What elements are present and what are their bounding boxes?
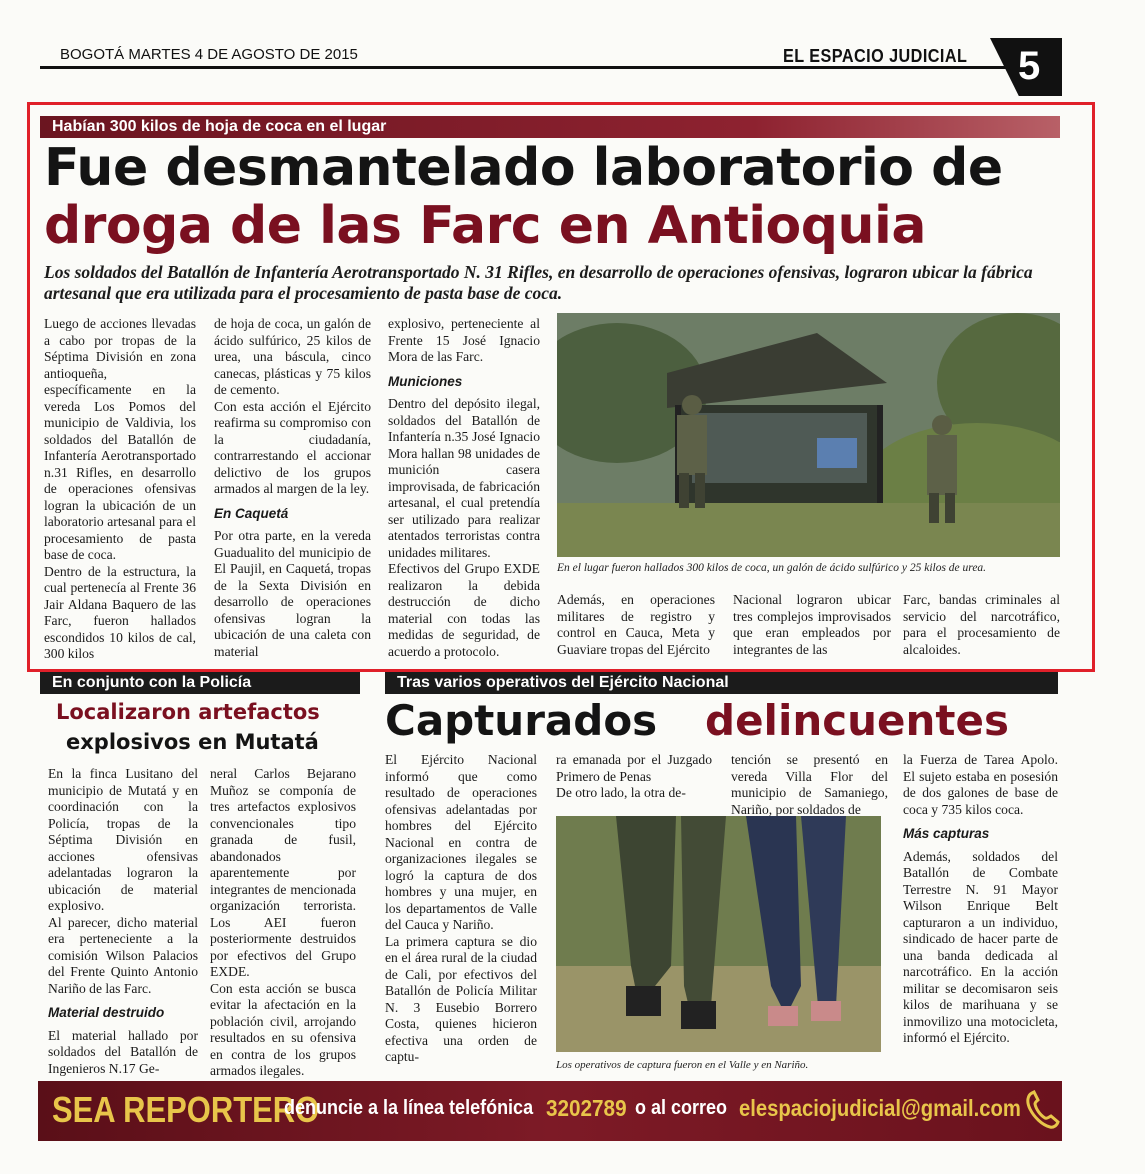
subhead-mas-capturas: Más capturas — [903, 826, 990, 841]
paragraph: explosivo, perteneciente al Frente 15 José Ignacio Mora de las Farc. — [388, 316, 540, 364]
header-rule — [40, 66, 1040, 69]
banner-text-email-prompt: o al correo — [635, 1097, 728, 1119]
capture-photo-caption: Los operativos de captura fueron en el Valle y en Nariño. — [556, 1059, 809, 1071]
paragraph: ra emanada por el Juzgado Primero de Penas — [556, 752, 712, 784]
paragraph: El material hallado por soldados del Batallón de Ingenieros N.17 Ge- — [48, 1027, 198, 1076]
banner-title: SEA REPORTERO — [52, 1089, 320, 1130]
right-column-l — [903, 752, 1058, 1047]
banner-phone-number: 3202789 — [546, 1095, 627, 1121]
paragraph: El Ejército Nacional informó que como resultado de operaciones ofensivas adelantadas por hombres del Ejército Nacional en contra de organizaciones ilegales se logró la captura de dos hombres y una mujer, en los departamentos de Valle del Cauca y Nariño. — [385, 752, 537, 932]
paragraph: Luego de acciones llevadas a cabo por tropas de la Séptima División en zona antioqueña, específicamente en la vereda Los Pomos del municipio de Valdivia, los soldados del Batallón de Infantería Aerotransportado n.31 Rifles, en desarrollo de operaciones ofensivas logran la ubicación de un laboratorio artesanal para el procesamiento de pasta base de coca. — [44, 316, 196, 562]
dateline: BOGOTÁ MARTES 4 DE AGOSTO DE 2015 — [60, 46, 358, 63]
paragraph: Dentro de la estructura, la cual pertenecía al Frente 36 Jair Aldana Baquero de las Farc, fueron hallados escondidos 10 kilos de cal, 300 kilos — [44, 563, 196, 661]
phone-icon — [1024, 1089, 1060, 1129]
right-headline-red: delincuentes — [705, 696, 1009, 745]
paragraph: neral Carlos Bejarano Muñoz se componía de tres artefactos explosivos convencionales tipo granada de fusil, abandonados aparentemente por integrantes de mencionada organización terrorista. Los AEI fueron posteriormente destruidos por efectivos del Grupo EXDE. — [210, 766, 356, 979]
paragraph: Con esta acción se busca evitar la afectación en la población civil, arrojando resultados en su ofensiva en contra de los grupos armados ilegales. — [210, 980, 356, 1078]
main-column-f: Farc, bandas criminales al servicio del narcotráfico, para el procesamiento de alcaloides. — [903, 592, 1060, 657]
paragraph: Por otra parte, en la vereda Guadualito del municipio de El Paujil, en Caquetá, tropas de la Sexta División en desarrollo de operaciones ofensivas logran la ubicación de una caleta con material — [214, 528, 371, 659]
main-deck: Los soldados del Batallón de Infantería Aerotransportado N. 31 Rifles, en desarrollo de operaciones ofensivas, lograron ubicar la fábrica artesanal que era utilizada para el procesamiento de pasta base de coca. — [44, 262, 1033, 303]
paragraph: Dentro del depósito ilegal, soldados del Batallón de Infantería n.35 José Ignacio Mora hallan 98 unidades de munición casera improvisada, de fabricación artesanal, el cual pretendía ser utilizado para realizar atentados terroristas contra unidades militares. — [388, 396, 540, 560]
main-kicker: Habían 300 kilos de hoja de coca en el lugar — [40, 116, 1060, 138]
paragraph: De otro lado, la otra de- — [556, 785, 686, 800]
left-column-g — [48, 766, 198, 1077]
banner-email: elespaciojudicial@gmail.com — [739, 1095, 1021, 1121]
banner-text-phone-prompt: denuncie a la línea telefónica — [284, 1097, 534, 1119]
paragraph: la Fuerza de Tarea Apolo. El sujeto estaba en posesión de dos galones de base de coca y 735 kilos coca. — [903, 752, 1058, 817]
subhead-municiones: Municiones — [388, 373, 463, 389]
paragraph: Efectivos del Grupo EXDE realizaron la debida destrucción de dicho material con todas las medidas de seguridad, de acuerdo a protocolo. — [388, 561, 540, 659]
highlight-frame — [27, 102, 1095, 672]
paragraph: Además, soldados del Batallón de Combate Terrestre N. 91 Mayor Wilson Enrique Belt capturaron a un individuo, sindicado de hacer parte de una banda dedicada al narcotráfico. En la acción militar se decomisaron seis kilos de marihuana y se inmovilizo una motocicleta, informó el Ejército. — [903, 848, 1058, 1045]
right-headline-black: Capturados — [385, 696, 658, 745]
main-column-e: Nacional lograron ubicar tres complejos improvisados que eran empleados por integrantes de las — [733, 592, 891, 657]
left-headline-line2: explosivos en Mutatá — [66, 730, 319, 754]
paragraph: La primera captura se dio en el área rural de la ciudad de Cali, por efectivos del Batallón de Policía Militar N. 3 Eusebio Borrero Costa, quienes hicieron efectiva una orden de captu- — [385, 933, 537, 1064]
right-column-k: tención se presentó en vereda Villa Flor del municipio de Samaniego, Nariño, por soldados de — [731, 752, 888, 817]
section-name: EL ESPACIO JUDICIAL — [783, 46, 968, 66]
page-number: 5 — [1018, 44, 1041, 88]
paragraph: Al parecer, dicho material era perteneciente a la comisión Wilson Palacios del Frente Quinto Antonio Nariño de las Farc. — [48, 914, 198, 996]
capture-photo-illustration — [556, 816, 881, 1052]
main-column-d: Además, en operaciones militares de registro y control en Cauca, Meta y Guaviare tropas del Ejército — [557, 592, 715, 657]
main-headline-line2: droga de las Farc en Antioquia — [44, 196, 926, 256]
left-headline-line1: Localizaron artefactos — [56, 700, 320, 724]
paragraph: En la finca Lusitano del municipio de Mutatá y en coordinación con la Policía, tropas de la Séptima División en acciones ofensivas adelantadas lograron la ubicación de material explosivo. — [48, 766, 198, 913]
main-headline-line1: Fue desmantelado laboratorio de — [44, 138, 1003, 198]
left-kicker: En conjunto con la Policía — [40, 672, 360, 694]
right-column-j — [556, 752, 712, 802]
paragraph: de hoja de coca, un galón de ácido sulfúrico, 25 kilos de urea, una báscula, cinco canecas, plásticas y 75 kilos de cemento. — [214, 316, 371, 397]
left-column-h — [210, 766, 356, 1080]
lab-photo-caption: En el lugar fueron hallados 300 kilos de coca, un galón de ácido sulfúrico y 25 kilos de urea. — [557, 562, 987, 574]
right-kicker: Tras varios operativos del Ejército Nacional — [385, 672, 1058, 694]
subhead-material-destruido: Material destruido — [48, 1005, 165, 1020]
capture-photo — [556, 816, 881, 1052]
subhead-caqueta: En Caquetá — [214, 505, 289, 521]
right-column-i — [385, 752, 537, 1066]
paragraph: Con esta acción el Ejército reafirma su compromiso con la ciudadanía, contrarrestando el accionar delictivo de los grupos armados al margen de la ley. — [214, 398, 371, 496]
